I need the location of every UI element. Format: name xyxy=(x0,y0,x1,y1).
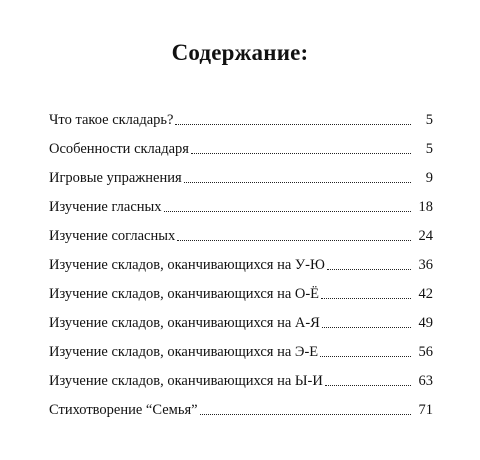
dot-leader xyxy=(320,356,411,357)
toc-entry-label: Изучение согласных xyxy=(49,228,176,244)
dot-leader xyxy=(325,385,411,386)
toc-entry-label: Особенности складаря xyxy=(49,141,189,157)
toc-entry-page: 42 xyxy=(418,286,433,302)
toc-entry-page: 49 xyxy=(418,315,433,331)
table-of-contents xyxy=(49,100,433,419)
page-title: Содержание: xyxy=(171,40,309,65)
dot-leader xyxy=(322,327,411,328)
toc-entry xyxy=(49,100,433,129)
toc-entry xyxy=(49,390,433,419)
toc-entry xyxy=(49,332,433,361)
dot-leader xyxy=(175,124,411,125)
toc-entry-page: 63 xyxy=(418,373,433,389)
toc-entry-label: Что такое складарь? xyxy=(49,112,174,128)
toc-entry xyxy=(49,245,433,274)
toc-entry-label: Изучение складов, оканчивающихся на А-Я xyxy=(49,315,320,331)
dot-leader xyxy=(164,211,411,212)
toc-entry xyxy=(49,274,433,303)
toc-entry-label: Изучение складов, оканчивающихся на Ы-И xyxy=(49,373,323,389)
toc-entry-page: 36 xyxy=(418,257,433,273)
toc-entry xyxy=(49,361,433,390)
toc-entry-page: 18 xyxy=(418,199,433,215)
toc-entry-page: 56 xyxy=(418,344,433,360)
toc-entry xyxy=(49,129,433,158)
toc-entry-label: Изучение складов, оканчивающихся на Э-Е xyxy=(49,344,319,360)
dot-leader xyxy=(191,153,411,154)
toc-entry-label: Игровые упражнения xyxy=(49,170,182,186)
toc-entry-label: Изучение складов, оканчивающихся на О-Ё xyxy=(49,286,320,302)
toc-entry-page: 9 xyxy=(425,170,433,186)
toc-entry-label: Стихотворение “Семья” xyxy=(49,402,198,418)
toc-entry-page: 5 xyxy=(425,112,433,128)
toc-entry xyxy=(49,303,433,332)
dot-leader xyxy=(177,240,411,241)
toc-entry xyxy=(49,187,433,216)
toc-entry-page: 24 xyxy=(418,228,433,244)
toc-entry-label: Изучение складов, оканчивающихся на У-Ю xyxy=(49,257,325,273)
dot-leader xyxy=(184,182,411,183)
dot-leader xyxy=(200,414,411,415)
dot-leader xyxy=(327,269,411,270)
toc-entry-page: 71 xyxy=(418,402,433,418)
toc-entry xyxy=(49,216,433,245)
toc-entry-page: 5 xyxy=(425,141,433,157)
dot-leader xyxy=(321,298,411,299)
toc-entry-label: Изучение гласных xyxy=(49,199,162,215)
toc-entry xyxy=(49,158,433,187)
